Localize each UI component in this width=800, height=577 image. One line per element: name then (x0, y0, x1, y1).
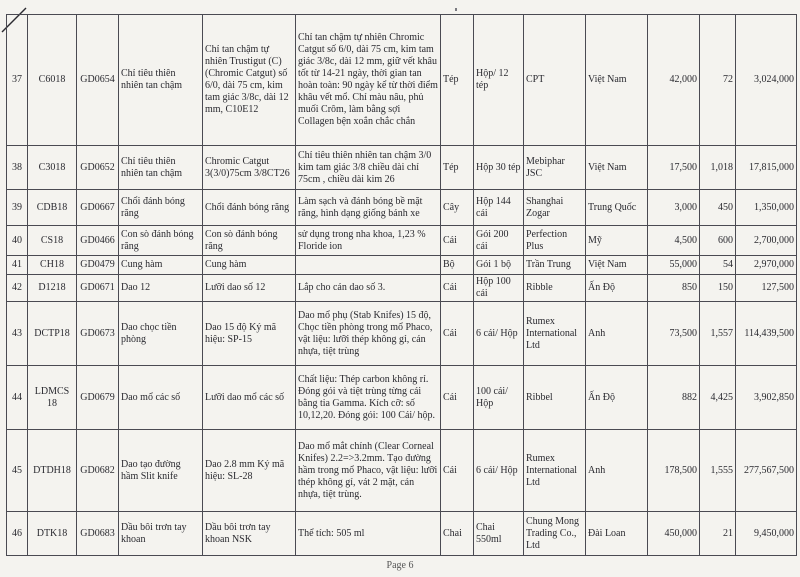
quantity: 72 (700, 15, 736, 146)
packaging: Hộp 144 cái (474, 190, 524, 226)
unit: Cái (441, 226, 474, 256)
item-spec: Dao 15 độ Ký mã hiệu: SP-15 (203, 302, 296, 366)
manufacturer: Perfection Plus (524, 226, 586, 256)
item-spec: Chổi đánh bóng răng (203, 190, 296, 226)
manufacturer: Ribble (524, 275, 586, 302)
packaging: Hộp 100 cái (474, 275, 524, 302)
quantity: 54 (700, 256, 736, 275)
item-name: Dao chọc tiền phòng (119, 302, 203, 366)
row-index: 37 (7, 15, 28, 146)
item-code: D1218 (28, 275, 77, 302)
packaging: 6 cái/ Hộp (474, 430, 524, 512)
manufacturer: Rumex International Ltd (524, 302, 586, 366)
gd-code: GD0667 (77, 190, 119, 226)
unit: Cái (441, 275, 474, 302)
item-spec: Cung hàm (203, 256, 296, 275)
item-spec: Chỉ tan chậm tự nhiên Trustigut (C) (Chromic Catgut) số 6/0, dài 75 cm, kim tam giác 3/8c, dài 12 mm, C10E12 (203, 15, 296, 146)
manufacturer: Shanghai Zogar (524, 190, 586, 226)
gd-code: GD0652 (77, 146, 119, 190)
quantity: 21 (700, 512, 736, 556)
table-row (7, 302, 797, 366)
table-row (7, 275, 797, 302)
packaging: Gói 1 bộ (474, 256, 524, 275)
item-code: DTDH18 (28, 430, 77, 512)
item-name: Chổi đánh bóng răng (119, 190, 203, 226)
item-description: Thể tích: 505 ml (296, 512, 441, 556)
packaging: 100 cái/ Hộp (474, 366, 524, 430)
gd-code: GD0679 (77, 366, 119, 430)
manufacturer: CPT (524, 15, 586, 146)
packaging: Hộp/ 12 tép (474, 15, 524, 146)
item-description: Dao mổ phụ (Stab Knifes) 15 độ, Chọc tiền phòng trong mổ Phaco, vật liệu: lưỡi thép không gỉ, cán nhựa, tiệt trùng (296, 302, 441, 366)
item-spec: Dao 2.8 mm Ký mã hiệu: SL-28 (203, 430, 296, 512)
row-index: 42 (7, 275, 28, 302)
gd-code: GD0671 (77, 275, 119, 302)
row-index: 44 (7, 366, 28, 430)
table-row (7, 226, 797, 256)
top-edge-strip (0, 0, 800, 14)
gd-code: GD0682 (77, 430, 119, 512)
packaging: Gói 200 cái (474, 226, 524, 256)
item-code: C6018 (28, 15, 77, 146)
origin-country: Anh (586, 302, 648, 366)
item-spec: Chromic Catgut 3(3/0)75cm 3/8CT26 (203, 146, 296, 190)
quantity: 1,555 (700, 430, 736, 512)
item-code: DCTP18 (28, 302, 77, 366)
origin-country: Mỹ (586, 226, 648, 256)
line-total: 2,970,000 (736, 256, 797, 275)
item-name: Con sò đánh bóng răng (119, 226, 203, 256)
table-body (7, 15, 797, 556)
item-code: LDMCS 18 (28, 366, 77, 430)
gd-code: GD0654 (77, 15, 119, 146)
quantity: 4,425 (700, 366, 736, 430)
manufacturer: Rumex International Ltd (524, 430, 586, 512)
row-index: 46 (7, 512, 28, 556)
item-description: Dao mổ mắt chính (Clear Corneal Knifes) 2.2=>3.2mm. Tạo đường hầm trong mổ Phaco, vật liệu: lưỡi thép không gỉ, vát 2 mặt, cán nhựa, tiệt trùng. (296, 430, 441, 512)
origin-country: Ấn Độ (586, 275, 648, 302)
table-row (7, 430, 797, 512)
table-row (7, 512, 797, 556)
item-code: CDB18 (28, 190, 77, 226)
origin-country: Ấn Độ (586, 366, 648, 430)
unit: Chai (441, 512, 474, 556)
item-spec: Dầu bôi trơn tay khoan NSK (203, 512, 296, 556)
line-total: 3,902,850 (736, 366, 797, 430)
packaging: Chai 550ml (474, 512, 524, 556)
quantity: 1,018 (700, 146, 736, 190)
supply-table (6, 14, 797, 556)
unit-price: 882 (648, 366, 700, 430)
manufacturer: Trần Trung (524, 256, 586, 275)
quantity: 450 (700, 190, 736, 226)
unit: Tép (441, 15, 474, 146)
origin-country: Trung Quốc (586, 190, 648, 226)
row-index: 38 (7, 146, 28, 190)
unit-price: 73,500 (648, 302, 700, 366)
item-spec: Lưỡi dao mổ các số (203, 366, 296, 430)
unit-price: 850 (648, 275, 700, 302)
item-name: Dầu bôi trơn tay khoan (119, 512, 203, 556)
item-description: Chỉ tan chậm tự nhiên Chromic Catgut số 6/0, dài 75 cm, kim tam giác 3/8c, dài 12 mm, giữ vết khâu tốt từ 14-21 ngày, thời gian tan hoàn toàn: 90 ngày kể từ thời điểm khâu vết mổ. Chỉ màu nâu, phủ muối Crôm, làm bằng sợi Collagen bện xoắn chắc chắn (296, 15, 441, 146)
gd-code: GD0673 (77, 302, 119, 366)
item-description: Chất liệu: Thép carbon không rỉ. Đóng gói và tiệt trùng từng cái bằng tia Gamma. Kích cỡ: số 10,12,20. Đóng gói: 100 Cái/ hộp. (296, 366, 441, 430)
page-number: Page 6 (386, 560, 414, 571)
unit-price: 17,500 (648, 146, 700, 190)
gd-code: GD0479 (77, 256, 119, 275)
quantity: 1,557 (700, 302, 736, 366)
line-total: 3,024,000 (736, 15, 797, 146)
origin-country: Đài Loan (586, 512, 648, 556)
item-name: Chỉ tiêu thiên nhiên tan chậm (119, 15, 203, 146)
line-total: 9,450,000 (736, 512, 797, 556)
item-code: C3018 (28, 146, 77, 190)
unit-price: 178,500 (648, 430, 700, 512)
unit: Cái (441, 430, 474, 512)
unit-price: 4,500 (648, 226, 700, 256)
unit-price: 450,000 (648, 512, 700, 556)
packaging: Hộp 30 tép (474, 146, 524, 190)
line-total: 277,567,500 (736, 430, 797, 512)
origin-country: Việt Nam (586, 256, 648, 275)
manufacturer: Mebiphar JSC (524, 146, 586, 190)
manufacturer: Ribbel (524, 366, 586, 430)
row-index: 45 (7, 430, 28, 512)
item-code: CS18 (28, 226, 77, 256)
item-spec: Lưỡi dao số 12 (203, 275, 296, 302)
line-total: 17,815,000 (736, 146, 797, 190)
item-code: DTK18 (28, 512, 77, 556)
line-total: 127,500 (736, 275, 797, 302)
packaging: 6 cái/ Hộp (474, 302, 524, 366)
item-description (296, 256, 441, 275)
line-total: 2,700,000 (736, 226, 797, 256)
item-name: Cung hàm (119, 256, 203, 275)
table-row (7, 256, 797, 275)
unit: Bộ (441, 256, 474, 275)
row-index: 40 (7, 226, 28, 256)
line-total: 114,439,500 (736, 302, 797, 366)
table-row (7, 366, 797, 430)
item-code: CH18 (28, 256, 77, 275)
item-description: Chỉ tiêu thiên nhiên tan chậm 3/0 kim tam giác 3/8 chiều dài chỉ 75cm , chiều dài kim 26 (296, 146, 441, 190)
row-index: 41 (7, 256, 28, 275)
origin-country: Việt Nam (586, 15, 648, 146)
unit: Cây (441, 190, 474, 226)
item-name: Dao tạo đường hầm Slit knife (119, 430, 203, 512)
quantity: 600 (700, 226, 736, 256)
unit-price: 3,000 (648, 190, 700, 226)
gd-code: GD0683 (77, 512, 119, 556)
item-name: Chỉ tiêu thiên nhiên tan chậm (119, 146, 203, 190)
item-name: Dao 12 (119, 275, 203, 302)
origin-country: Anh (586, 430, 648, 512)
item-description: sử dụng trong nha khoa, 1,23 % Floride ion (296, 226, 441, 256)
table-row (7, 146, 797, 190)
origin-country: Việt Nam (586, 146, 648, 190)
line-total: 1,350,000 (736, 190, 797, 226)
quantity: 150 (700, 275, 736, 302)
item-description: Làm sạch và đánh bóng bề mặt răng, hình dạng giống bánh xe (296, 190, 441, 226)
table-row (7, 190, 797, 226)
item-name: Dao mổ các số (119, 366, 203, 430)
table-row (7, 15, 797, 146)
unit: Tép (441, 146, 474, 190)
row-index: 39 (7, 190, 28, 226)
item-description: Lắp cho cán dao số 3. (296, 275, 441, 302)
unit: Cái (441, 302, 474, 366)
gd-code: GD0466 (77, 226, 119, 256)
manufacturer: Chung Mong Trading Co., Ltd (524, 512, 586, 556)
item-spec: Con sò đánh bóng răng (203, 226, 296, 256)
unit: Cái (441, 366, 474, 430)
unit-price: 55,000 (648, 256, 700, 275)
unit-price: 42,000 (648, 15, 700, 146)
row-index: 43 (7, 302, 28, 366)
